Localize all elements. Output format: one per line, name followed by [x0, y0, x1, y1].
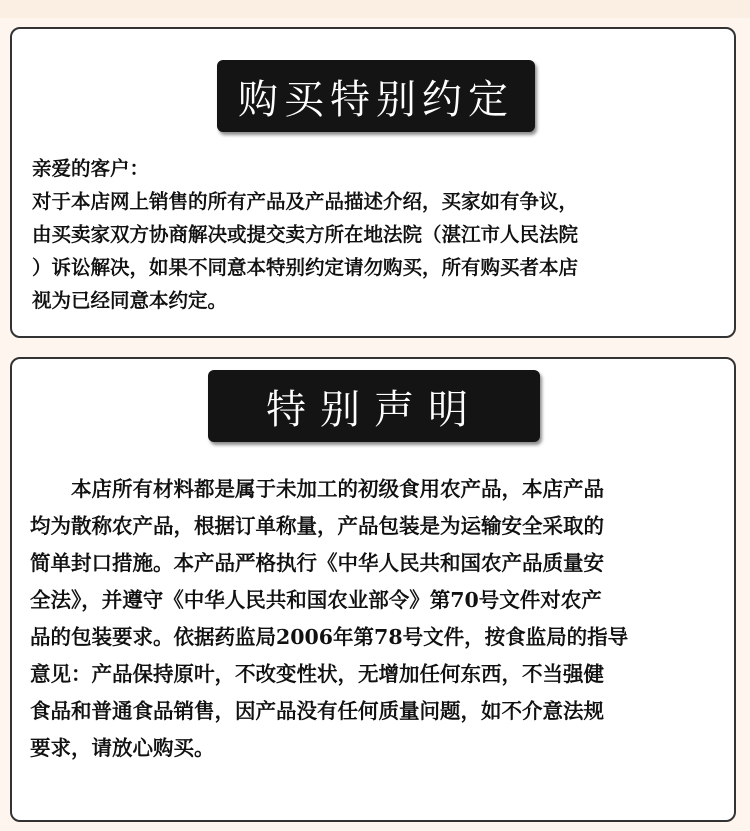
statement-line: 意见：产品保持原叶，不改变性状，无增加任何东西，不当强健	[30, 662, 604, 686]
statement-line: 本店所有材料都是属于未加工的初级食用农产品，本店产品	[30, 477, 604, 501]
agreement-line: 亲爱的客户：	[32, 157, 150, 180]
special-statement-panel	[10, 357, 736, 822]
agreement-line: 视为已经同意本约定。	[32, 289, 228, 312]
statement-line: 简单封口措施。本产品严格执行《中华人民共和国农产品质量安	[30, 551, 604, 575]
statement-line: 要求，请放心购买。	[30, 736, 215, 760]
special-statement-title: 特别声明	[208, 370, 540, 442]
agreement-line: ）诉讼解决，如果不同意本特别约定请勿购买，所有购买者本店	[32, 256, 579, 279]
purchase-agreement-text	[32, 152, 722, 317]
statement-line: 品的包装要求。依据药监局2006年第78号文件，按食监局的指导	[30, 625, 629, 649]
top-background-strip	[0, 0, 750, 18]
statement-line: 全法》，并遵守《中华人民共和国农业部令》第70号文件对农产	[30, 588, 602, 612]
statement-line: 食品和普通食品销售，因产品没有任何质量问题，如不介意法规	[30, 699, 604, 723]
special-statement-text	[30, 471, 722, 767]
agreement-line: 由买卖家双方协商解决或提交卖方所在地法院（湛江市人民法院	[32, 223, 579, 246]
purchase-agreement-panel	[10, 27, 736, 338]
agreement-line: 对于本店网上销售的所有产品及产品描述介绍，买家如有争议，	[32, 190, 579, 213]
statement-line: 均为散称农产品，根据订单称量，产品包装是为运输安全采取的	[30, 514, 604, 538]
purchase-agreement-title: 购买特别约定	[217, 60, 535, 132]
